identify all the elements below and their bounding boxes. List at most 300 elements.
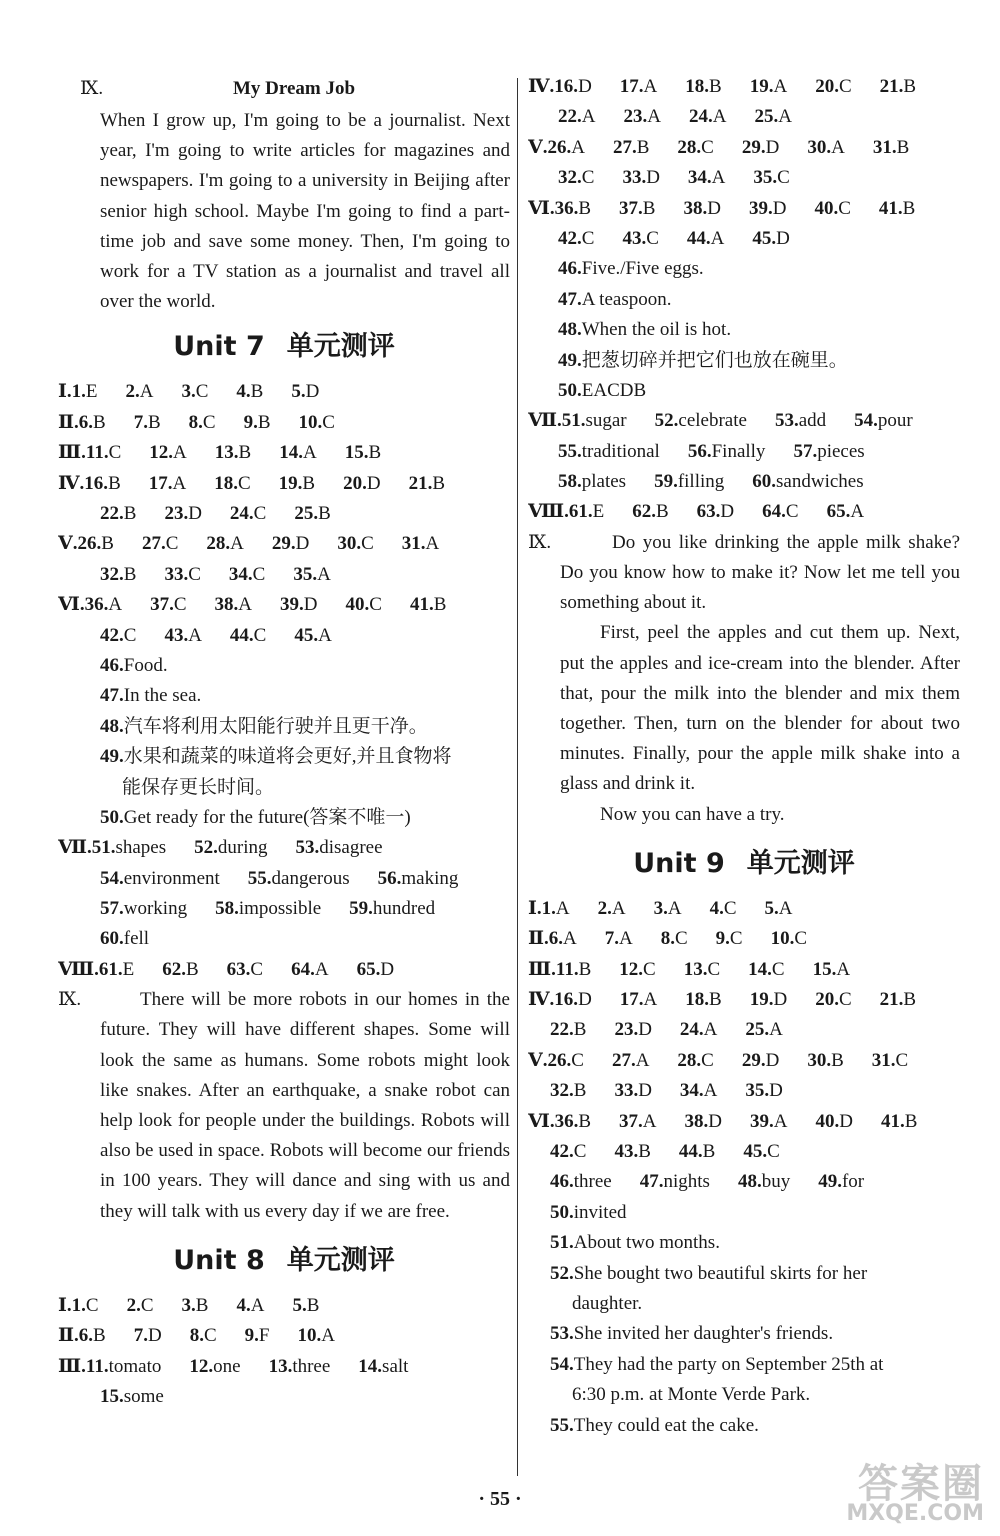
answer-text: 汽车将利用太阳能行驶并且更干净。 bbox=[123, 715, 428, 737]
answer-item bbox=[100, 894, 187, 924]
answer-item bbox=[58, 408, 106, 438]
question-number: 19. bbox=[749, 989, 774, 1011]
answer-item bbox=[558, 254, 704, 284]
question-number: 9. bbox=[244, 1325, 259, 1347]
answer-text: C bbox=[838, 76, 852, 97]
question-number: Ⅲ.11. bbox=[58, 442, 109, 464]
question-number: Ⅰ.1. bbox=[528, 897, 556, 919]
answer-item bbox=[345, 438, 381, 468]
answer-text: A bbox=[571, 136, 585, 158]
answer-line bbox=[58, 712, 510, 742]
answer-text: C bbox=[771, 958, 785, 980]
question-number: 63. bbox=[696, 501, 721, 523]
answer-line bbox=[58, 469, 510, 499]
answer-line bbox=[528, 985, 960, 1015]
question-number: 41. bbox=[409, 594, 434, 616]
question-number: 22. bbox=[550, 1019, 574, 1041]
answer-text: nights bbox=[663, 1171, 710, 1193]
answer-item bbox=[679, 1137, 715, 1167]
answer-line bbox=[58, 529, 510, 559]
answer-item bbox=[558, 376, 646, 406]
answer-item bbox=[654, 894, 682, 924]
section-number: Ⅸ. bbox=[528, 531, 552, 553]
answer-line bbox=[528, 1380, 960, 1410]
answer-item bbox=[613, 133, 649, 163]
question-number: 8. bbox=[188, 411, 203, 433]
question-number: 9. bbox=[715, 928, 730, 950]
answer-text: C bbox=[571, 1049, 584, 1071]
answer-item bbox=[100, 651, 168, 681]
question-number: 32. bbox=[100, 563, 124, 585]
answer-text: C bbox=[252, 563, 266, 585]
question-number: 48. bbox=[737, 1171, 762, 1193]
answer-item bbox=[215, 894, 321, 924]
answer-text: 能保存更长时间。 bbox=[122, 776, 275, 798]
answer-line bbox=[528, 1259, 960, 1289]
answer-item bbox=[612, 1046, 649, 1076]
answer-item bbox=[189, 1352, 240, 1382]
answer-text: disagree bbox=[319, 837, 383, 859]
answer-text: C bbox=[838, 989, 852, 1011]
answer-item bbox=[100, 742, 452, 772]
answer-item bbox=[280, 590, 317, 620]
answer-item bbox=[297, 1321, 334, 1351]
answer-item bbox=[550, 1319, 833, 1349]
answer-text: B bbox=[709, 989, 722, 1011]
question-number: 44. bbox=[678, 1141, 703, 1163]
answer-text: A bbox=[188, 624, 202, 646]
unit-heading bbox=[58, 317, 510, 377]
question-number: 48. bbox=[100, 715, 124, 737]
essay-title: My Dream Job bbox=[233, 78, 356, 99]
answer-text: A bbox=[643, 989, 658, 1011]
answer-text: About two months. bbox=[573, 1232, 720, 1254]
answer-text: D bbox=[646, 167, 660, 189]
answer-text: A bbox=[563, 928, 577, 950]
question-number: 50. bbox=[100, 806, 124, 828]
answer-line bbox=[528, 285, 960, 315]
answer-text: A bbox=[836, 958, 851, 980]
answer-text: D bbox=[380, 958, 395, 980]
answer-item bbox=[127, 1291, 154, 1321]
answer-item bbox=[293, 560, 330, 590]
answer-text: D bbox=[366, 472, 381, 494]
answer-item bbox=[614, 1076, 651, 1106]
question-number: 40. bbox=[345, 594, 370, 616]
answer-item bbox=[605, 924, 633, 954]
answer-text: traditional bbox=[581, 440, 660, 462]
answer-line bbox=[528, 133, 960, 163]
answer-text: B bbox=[903, 76, 917, 97]
answer-line bbox=[58, 1291, 510, 1321]
answer-text: C bbox=[581, 227, 595, 249]
question-number: 62. bbox=[162, 958, 186, 980]
answer-text: They had the party on September 25th at bbox=[573, 1353, 884, 1375]
answer-text: B bbox=[93, 411, 106, 433]
answer-text: B bbox=[250, 381, 264, 403]
answer-item bbox=[58, 1291, 99, 1321]
answer-item bbox=[752, 467, 863, 497]
essay-block bbox=[528, 528, 960, 830]
answer-text: She invited her daughter's friends. bbox=[573, 1323, 834, 1345]
answer-line bbox=[58, 560, 510, 590]
answer-text: A bbox=[703, 1080, 718, 1102]
answer-text: C bbox=[573, 1141, 587, 1163]
question-number: 47. bbox=[639, 1171, 664, 1193]
question-number: 64. bbox=[291, 958, 315, 980]
answer-text: A bbox=[318, 624, 332, 646]
question-number: Ⅷ.61. bbox=[58, 958, 123, 980]
answer-text: E bbox=[122, 958, 135, 980]
question-number: 25. bbox=[745, 1019, 770, 1041]
answer-item bbox=[622, 163, 659, 193]
question-number: 35. bbox=[745, 1080, 770, 1102]
answer-item bbox=[550, 1015, 586, 1045]
answer-item bbox=[752, 224, 789, 254]
answer-text: B bbox=[257, 411, 271, 433]
answer-text: B bbox=[123, 563, 137, 585]
essay-block bbox=[58, 985, 510, 1227]
answer-text: B bbox=[642, 197, 656, 219]
answer-text: C bbox=[237, 472, 251, 494]
answer-line bbox=[528, 1411, 960, 1441]
question-number: 33. bbox=[622, 167, 647, 189]
question-number: 34. bbox=[687, 167, 712, 189]
answer-item bbox=[771, 924, 807, 954]
answer-text: D bbox=[303, 594, 318, 616]
answer-item bbox=[815, 985, 851, 1015]
answer-text: A bbox=[139, 381, 154, 403]
question-number: 15. bbox=[344, 442, 369, 464]
answer-line bbox=[528, 1350, 960, 1380]
answer-text: D bbox=[147, 1325, 162, 1347]
answer-item bbox=[550, 1259, 867, 1289]
answer-text: daughter. bbox=[572, 1292, 643, 1314]
answer-item bbox=[230, 621, 266, 651]
question-number: 7. bbox=[604, 928, 619, 950]
answer-text: A bbox=[425, 533, 440, 555]
answer-text: C bbox=[85, 1294, 99, 1316]
answer-item bbox=[742, 133, 779, 163]
question-number: Ⅳ.16. bbox=[528, 76, 579, 97]
answer-item bbox=[614, 1137, 650, 1167]
answer-line bbox=[528, 1107, 960, 1137]
answer-text: E bbox=[592, 501, 605, 523]
question-number: 3. bbox=[181, 381, 196, 403]
answer-text: B bbox=[195, 1294, 209, 1316]
question-number: 10. bbox=[770, 928, 795, 950]
question-number: 37. bbox=[619, 197, 643, 219]
question-number: 38. bbox=[214, 594, 239, 616]
answer-item bbox=[750, 985, 787, 1015]
answer-text: sugar bbox=[585, 410, 627, 432]
answer-text: Food. bbox=[123, 654, 168, 676]
unit-label: 单元测评 bbox=[746, 847, 855, 879]
question-number: 12. bbox=[619, 958, 644, 980]
question-number: 9. bbox=[243, 411, 258, 433]
question-number: 55. bbox=[558, 440, 582, 462]
question-number: 17. bbox=[619, 989, 644, 1011]
answer-item bbox=[745, 1015, 782, 1045]
answer-item bbox=[680, 1015, 717, 1045]
answer-text: B bbox=[709, 76, 722, 97]
answer-item bbox=[149, 469, 186, 499]
answer-item bbox=[754, 102, 791, 132]
question-number: 39. bbox=[280, 594, 304, 616]
answer-text: C bbox=[785, 501, 799, 523]
question-number: 49. bbox=[818, 1171, 842, 1193]
answer-line bbox=[58, 377, 510, 407]
answer-item bbox=[296, 833, 383, 863]
answer-item bbox=[680, 1076, 717, 1106]
unit-heading bbox=[528, 834, 960, 894]
answer-text: D bbox=[295, 533, 310, 555]
answer-item bbox=[622, 224, 658, 254]
question-number: 53. bbox=[774, 410, 799, 432]
answer-text: some bbox=[123, 1386, 164, 1408]
answer-text: B bbox=[123, 502, 137, 524]
question-number: 54. bbox=[550, 1353, 574, 1375]
answer-text: C bbox=[707, 958, 721, 980]
question-number: Ⅲ.11. bbox=[528, 958, 579, 980]
answer-text: making bbox=[401, 867, 459, 889]
question-number: 19. bbox=[749, 76, 774, 97]
answer-item bbox=[550, 1350, 883, 1380]
answer-text: during bbox=[217, 837, 268, 859]
answer-text: C bbox=[140, 1294, 154, 1316]
answer-item bbox=[745, 1076, 782, 1106]
answer-text: C bbox=[250, 958, 264, 980]
answer-text: D bbox=[765, 136, 780, 158]
answer-item bbox=[743, 1137, 779, 1167]
question-number: 45. bbox=[752, 227, 777, 249]
question-number: 38. bbox=[683, 197, 708, 219]
answer-text: C bbox=[701, 136, 714, 158]
question-number: 52. bbox=[654, 410, 679, 432]
question-number: 39. bbox=[748, 197, 773, 219]
answer-text: D bbox=[839, 1110, 853, 1132]
answer-item bbox=[528, 133, 585, 163]
unit-label: 单元测评 bbox=[286, 1244, 395, 1276]
answer-line bbox=[58, 894, 510, 924]
answer-text: C bbox=[838, 197, 851, 219]
question-number: 4. bbox=[236, 1294, 251, 1316]
answer-text: C bbox=[253, 624, 267, 646]
answer-item bbox=[206, 529, 243, 559]
answer-item bbox=[765, 894, 793, 924]
answer-item bbox=[620, 72, 657, 102]
answer-item bbox=[550, 1228, 720, 1258]
answer-line bbox=[58, 864, 510, 894]
question-number: 45. bbox=[294, 624, 319, 646]
answer-line bbox=[528, 346, 960, 376]
answer-text: A bbox=[778, 897, 793, 919]
answer-item bbox=[872, 1046, 908, 1076]
question-number: Ⅳ.16. bbox=[528, 989, 579, 1011]
question-number: 10. bbox=[297, 1325, 322, 1347]
answer-text: A bbox=[778, 106, 792, 128]
question-number: 3. bbox=[653, 897, 668, 919]
answer-item bbox=[215, 438, 251, 468]
answer-line bbox=[528, 894, 960, 924]
answer-item bbox=[687, 224, 724, 254]
section-number: Ⅸ. bbox=[80, 78, 104, 99]
question-number: Ⅶ.51. bbox=[528, 410, 586, 432]
answer-item bbox=[528, 497, 604, 527]
question-number: 31. bbox=[871, 1049, 896, 1071]
answer-item bbox=[620, 985, 657, 1015]
question-number: 40. bbox=[815, 1110, 840, 1132]
answer-text: tomato bbox=[108, 1355, 162, 1377]
answer-text: C bbox=[674, 928, 688, 950]
unit-number: Unit 9 bbox=[633, 847, 725, 879]
question-number: 23. bbox=[164, 502, 189, 524]
answer-text: B bbox=[147, 411, 161, 433]
question-number: 55. bbox=[550, 1414, 574, 1436]
essay-title-line bbox=[58, 72, 510, 106]
question-number: 35. bbox=[753, 167, 778, 189]
answer-item bbox=[272, 529, 309, 559]
question-number: 4. bbox=[236, 381, 251, 403]
question-number: 13. bbox=[683, 958, 708, 980]
essay-paragraph: Do you like drinking the apple milk shake? Do you know how to make it? Now let me tell you something about it. bbox=[560, 531, 960, 614]
answer-item bbox=[292, 1291, 319, 1321]
answer-item bbox=[619, 194, 655, 224]
answer-line bbox=[528, 467, 960, 497]
answer-item bbox=[558, 285, 671, 315]
question-number: Ⅶ.51. bbox=[58, 837, 116, 859]
answer-text: They could eat the cake. bbox=[573, 1414, 759, 1436]
answer-text: B bbox=[101, 533, 114, 555]
answer-item bbox=[227, 955, 263, 985]
answer-line bbox=[58, 1352, 510, 1382]
question-number: 5. bbox=[291, 381, 306, 403]
answer-item bbox=[528, 1046, 584, 1076]
answer-item bbox=[100, 924, 149, 954]
answer-item bbox=[134, 408, 161, 438]
answer-text: A teaspoon. bbox=[581, 288, 672, 310]
answer-text: A bbox=[172, 472, 187, 494]
answer-item bbox=[100, 1382, 164, 1412]
answer-item bbox=[827, 497, 864, 527]
answer-text: D bbox=[188, 502, 202, 524]
answer-line bbox=[528, 315, 960, 345]
answer-item bbox=[58, 469, 121, 499]
question-number: 23. bbox=[623, 106, 648, 128]
answer-item bbox=[214, 469, 250, 499]
answer-item bbox=[58, 438, 121, 468]
question-number: 65. bbox=[826, 501, 851, 523]
question-number: 37. bbox=[619, 1110, 643, 1132]
answer-text: D bbox=[638, 1080, 652, 1102]
answer-line bbox=[58, 1321, 510, 1351]
answer-item bbox=[164, 499, 201, 529]
answer-text: D bbox=[708, 1110, 723, 1132]
answer-line bbox=[528, 224, 960, 254]
question-number: Ⅰ.1. bbox=[58, 1294, 86, 1316]
question-number: 54. bbox=[854, 410, 878, 432]
answer-text: C bbox=[108, 442, 122, 464]
answer-text: A bbox=[850, 501, 865, 523]
answer-line bbox=[58, 438, 510, 468]
answer-item bbox=[558, 224, 594, 254]
question-number: 46. bbox=[550, 1171, 574, 1193]
answer-text: B bbox=[108, 472, 121, 494]
answer-text: A bbox=[250, 1294, 265, 1316]
question-number: 8. bbox=[189, 1325, 204, 1347]
question-number: 49. bbox=[100, 746, 124, 768]
question-number: 53. bbox=[550, 1323, 574, 1345]
question-number: 5. bbox=[764, 897, 779, 919]
answer-text: environment bbox=[123, 867, 220, 889]
question-number: 19. bbox=[278, 472, 303, 494]
left-column bbox=[58, 72, 510, 1412]
question-number: 29. bbox=[741, 136, 766, 158]
answer-text: A bbox=[619, 928, 633, 950]
answer-text: B bbox=[896, 136, 910, 158]
answer-item bbox=[775, 406, 826, 436]
question-number: 53. bbox=[295, 837, 320, 859]
question-number: 20. bbox=[343, 472, 367, 494]
answer-item bbox=[813, 955, 850, 985]
answer-text: invited bbox=[573, 1201, 627, 1223]
question-number: 12. bbox=[149, 442, 174, 464]
answer-item bbox=[294, 621, 331, 651]
answer-item bbox=[716, 924, 743, 954]
answer-item bbox=[410, 590, 446, 620]
question-number: 58. bbox=[558, 471, 582, 493]
answer-item bbox=[294, 499, 330, 529]
answer-item bbox=[164, 560, 200, 590]
answer-line bbox=[528, 376, 960, 406]
answer-text: A bbox=[611, 897, 626, 919]
answer-text: C bbox=[723, 897, 737, 919]
answer-text: A bbox=[317, 563, 331, 585]
answer-text: plates bbox=[581, 471, 627, 493]
answer-text: pour bbox=[877, 410, 913, 432]
question-number: 38. bbox=[684, 1110, 709, 1132]
answer-item bbox=[558, 437, 660, 467]
question-number: Ⅵ.36. bbox=[528, 1110, 579, 1132]
answer-line bbox=[528, 102, 960, 132]
question-number: 31. bbox=[401, 533, 426, 555]
answer-item bbox=[358, 1352, 408, 1382]
question-number: 3. bbox=[181, 1294, 196, 1316]
answer-item bbox=[357, 955, 394, 985]
answer-item bbox=[550, 1076, 586, 1106]
question-number: Ⅳ.16. bbox=[58, 472, 109, 494]
answer-text: shapes bbox=[115, 837, 167, 859]
answer-item bbox=[550, 1167, 612, 1197]
answer-text: three bbox=[573, 1171, 612, 1193]
answer-text: C bbox=[173, 594, 187, 616]
answer-text: B bbox=[902, 197, 916, 219]
answer-text: A bbox=[555, 897, 570, 919]
answer-text: B bbox=[636, 136, 650, 158]
answer-line bbox=[528, 1289, 960, 1319]
answer-text: dangerous bbox=[271, 867, 350, 889]
answer-line bbox=[528, 437, 960, 467]
answer-item bbox=[688, 437, 766, 467]
question-number: 22. bbox=[558, 106, 582, 128]
answer-text: C bbox=[361, 533, 374, 555]
answer-item bbox=[640, 1167, 710, 1197]
answer-item bbox=[550, 1137, 586, 1167]
question-number: 33. bbox=[614, 1080, 639, 1102]
question-number: 2. bbox=[125, 381, 140, 403]
question-number: 8. bbox=[660, 928, 675, 950]
question-number: 18. bbox=[685, 989, 710, 1011]
